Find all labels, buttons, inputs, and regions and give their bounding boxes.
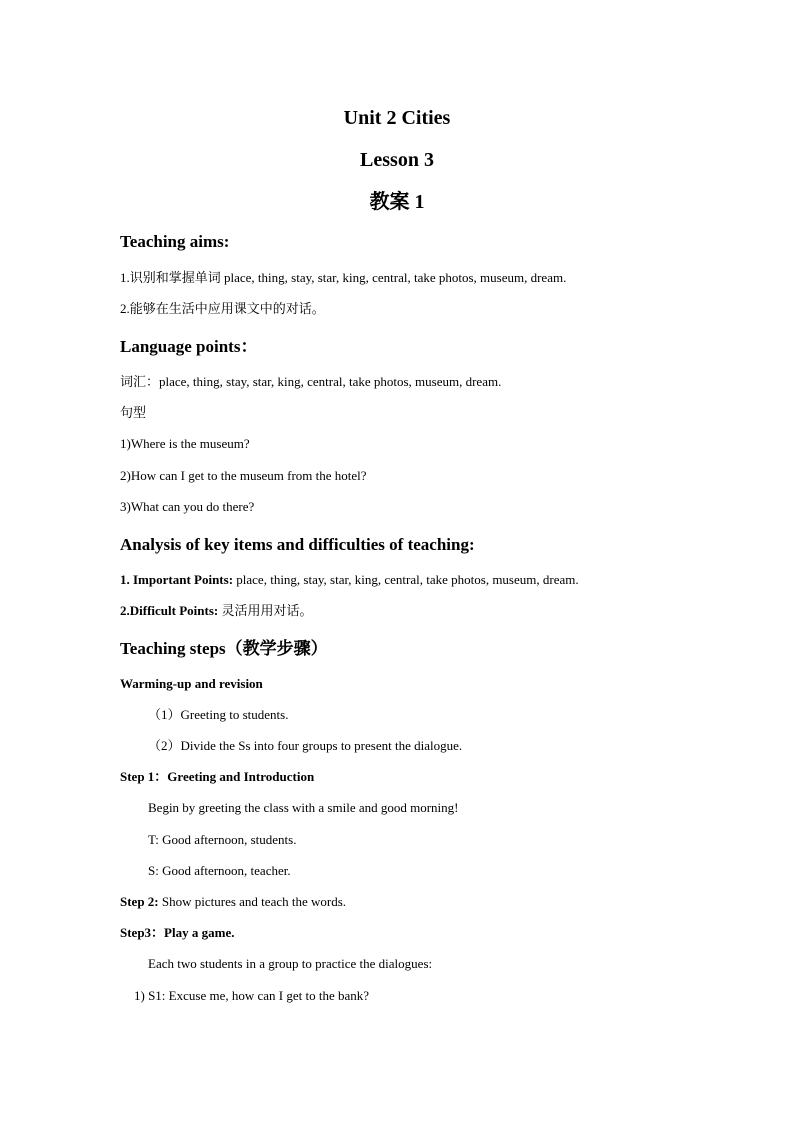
warmup-label: Warming-up and revision	[120, 676, 263, 691]
aim-item-1: 1.识别和掌握单词 place, thing, stay, star, king, central, take photos, museum, dream.	[120, 270, 567, 285]
sentence-3: 3)What can you do there?	[120, 499, 255, 514]
step3-dialogue: 1) S1: Excuse me, how can I get to the bank?	[134, 988, 370, 1003]
step1-line-2: T: Good afternoon, students.	[148, 832, 297, 847]
step3-intro: Each two students in a group to practice the dialogues:	[148, 956, 433, 971]
step1-line-1: Begin by greeting the class with a smile and good morning!	[148, 800, 459, 815]
vocab-line: 词汇：place, thing, stay, star, king, central, take photos, museum, dream.	[120, 374, 502, 389]
difficult-points	[120, 602, 312, 620]
teaching-aims-heading: Teaching aims:	[120, 232, 230, 251]
step2-text: Show pictures and teach the words.	[158, 894, 347, 909]
sentence-1: 1)Where is the museum?	[120, 436, 250, 451]
important-points	[120, 571, 579, 589]
plan-title: 教案 1	[369, 191, 425, 213]
teaching-steps-heading: Teaching steps（教学步骤）	[120, 639, 328, 658]
sentence-2: 2)How can I get to the museum from the hotel?	[120, 468, 367, 483]
step1-line-3: S: Good afternoon, teacher.	[148, 863, 291, 878]
warmup-item-1: （1）Greeting to students.	[148, 707, 289, 722]
warmup-item-2: （2）Divide the Ss into four groups to present the dialogue.	[148, 738, 463, 753]
step3-label: Step3：Play a game.	[120, 925, 235, 940]
step2-line	[120, 893, 346, 911]
step2-label: Step 2:	[120, 894, 159, 909]
step1-label: Step 1：Greeting and Introduction	[120, 769, 315, 784]
language-points-heading: Language points：	[120, 337, 258, 356]
difficult-label: 2.Difficult Points:	[120, 603, 219, 618]
analysis-heading: Analysis of key items and difficulties of teaching:	[120, 535, 475, 554]
sentence-label: 句型	[120, 405, 147, 420]
unit-title: Unit 2 Cities	[343, 107, 451, 129]
difficult-text: 灵活用用对话。	[218, 603, 313, 618]
important-text: place, thing, stay, star, king, central, take photos, museum, dream.	[233, 572, 579, 587]
important-label: 1. Important Points:	[120, 572, 234, 587]
aim-item-2: 2.能够在生活中应用课文中的对话。	[120, 301, 325, 316]
lesson-title: Lesson 3	[360, 149, 434, 171]
